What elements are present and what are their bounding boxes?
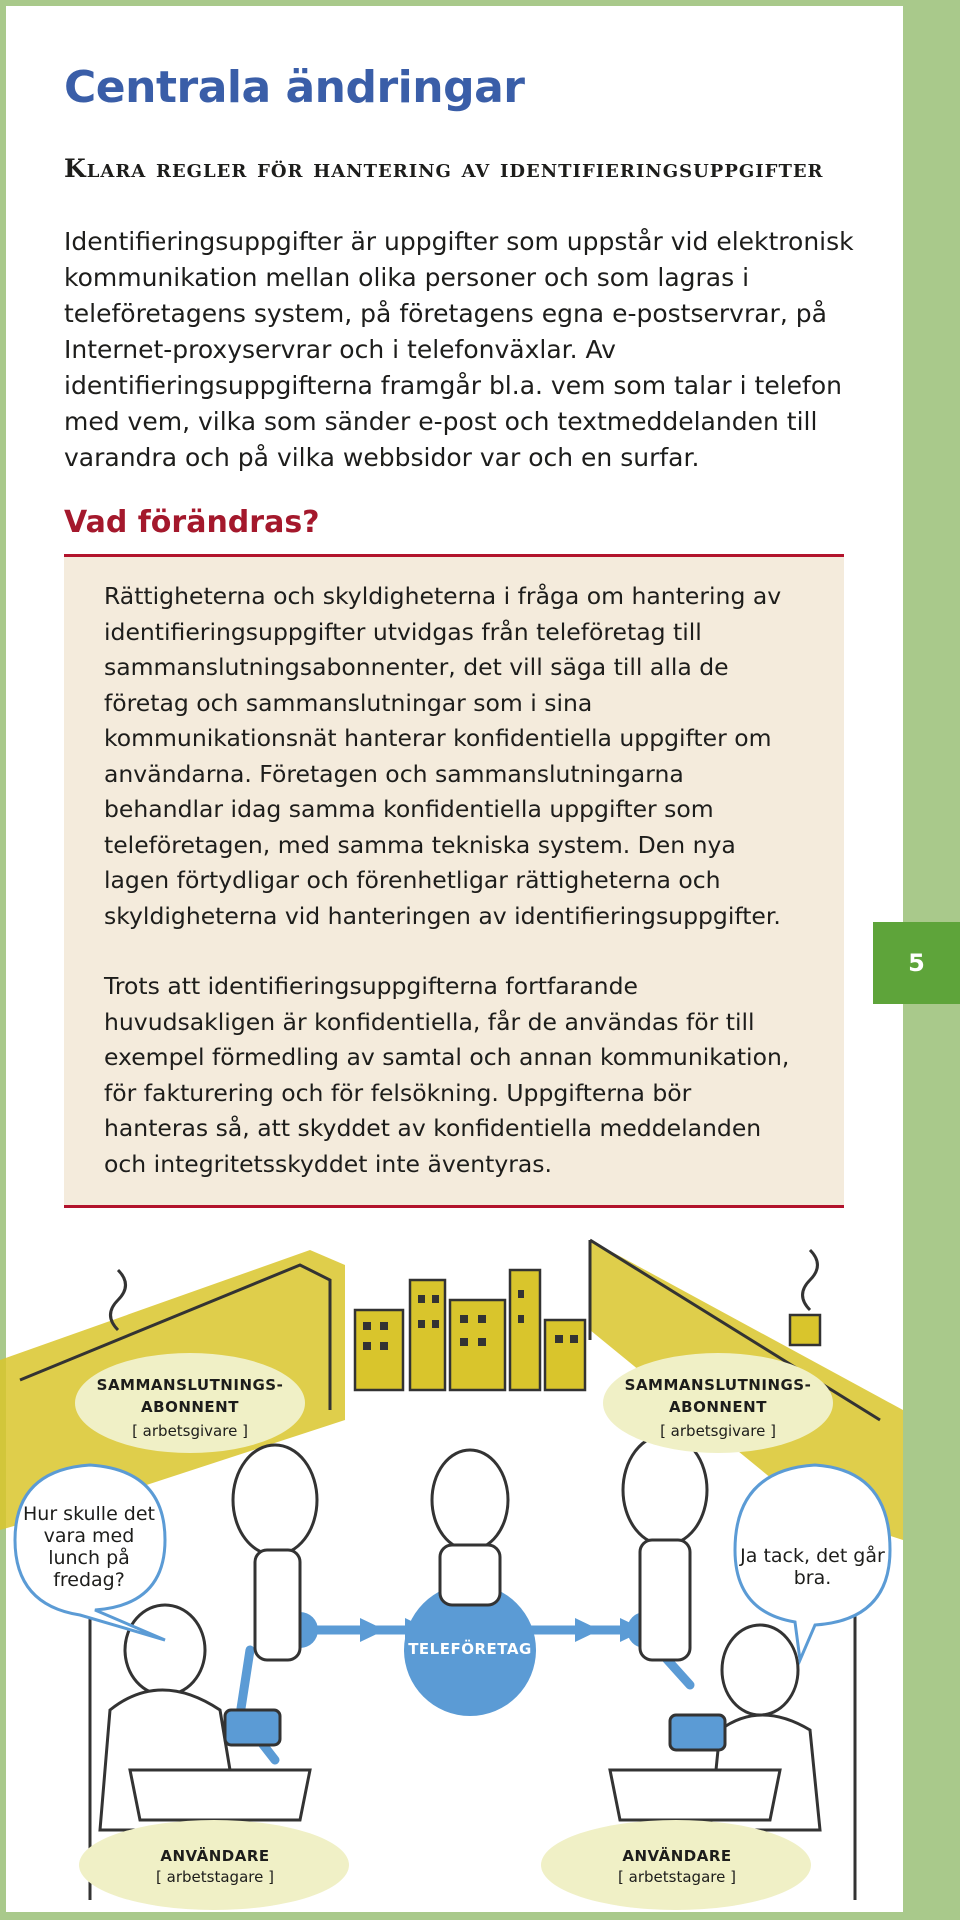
change-heading: Vad förändras? xyxy=(64,505,320,540)
left-org-role-line1: SAMMANSLUTNINGS- xyxy=(96,1376,284,1394)
right-user-sub: [ arbetstagare ] xyxy=(618,1868,736,1886)
section-heading: Klara regler för hantering av identifieringsuppgifter xyxy=(64,154,824,183)
intro-paragraph: Identifieringsuppgifter är uppgifter som uppstår vid elektronisk kommunikation mellan olika personer och som lagras i teleföretagens system, på företagens egna e-postservrar, på Internet-proxyservrar och i telefonväxlar. Av identifieringsuppgifterna framgår bl.a. vem som talar i telefon med vem, vilka som sänder e-post och textmeddelanden till varandra och på vilka webbsidor var och en surfar. xyxy=(64,227,854,472)
info-box xyxy=(64,554,844,1208)
right-org-role-line1: SAMMANSLUTNINGS- xyxy=(624,1376,812,1394)
right-org-role-line2: ABONNENT xyxy=(669,1398,767,1416)
left-user-sub: [ arbetstagare ] xyxy=(156,1868,274,1886)
left-bubble-text: Hur skulle det vara med lunch på fredag? xyxy=(22,1503,156,1591)
page-frame-bottom xyxy=(0,1912,960,1920)
left-org-sub: [ arbetsgivare ] xyxy=(132,1422,248,1440)
left-org-role-line2: ABONNENT xyxy=(141,1398,239,1416)
city-skyline xyxy=(355,1270,585,1390)
info-paragraph: Trots att identifieringsuppgifterna fortfarande huvudsakligen är konfidentiella, får de användas för till exempel förmedling av samtal och annan kommunikation, för fakturering och för felsökning. Uppgifterna bör hanteras så, att skyddet av konfidentiella meddelanden och integritetsskyddet inte äventyras. xyxy=(104,972,790,1178)
teleforetag-label: TELEFÖRETAG xyxy=(408,1640,532,1658)
page-title: Centrala ändringar xyxy=(64,62,525,113)
right-bubble-text: Ja tack, det går bra. xyxy=(740,1545,885,1589)
left-user-role: ANVÄNDARE xyxy=(160,1847,270,1865)
info-paragraph: Rättigheterna och skyldigheterna i fråga om hantering av identifieringsuppgifter utvidgas från teleföretag till sammanslutningsabonnenter, det vill säga till alla de företag och sammanslutningar som i sina kommunikationsnät hanterar konfidentiella uppgifter om användarna. Företagen och sammanslutningarna behandlar idag samma konfidentiella uppgifter som teleföretagen, med samma tekniska system. Den nya lagen förtydligar och förenhetligar rättigheterna och skyldigheterna vid hanteringen av identifieringsuppgifter. xyxy=(104,582,782,930)
page-number-tab: 5 xyxy=(873,922,960,1004)
illustration xyxy=(0,1210,903,1912)
page-frame-top xyxy=(0,0,960,6)
right-org-sub: [ arbetsgivare ] xyxy=(660,1422,776,1440)
right-user-role: ANVÄNDARE xyxy=(622,1847,732,1865)
